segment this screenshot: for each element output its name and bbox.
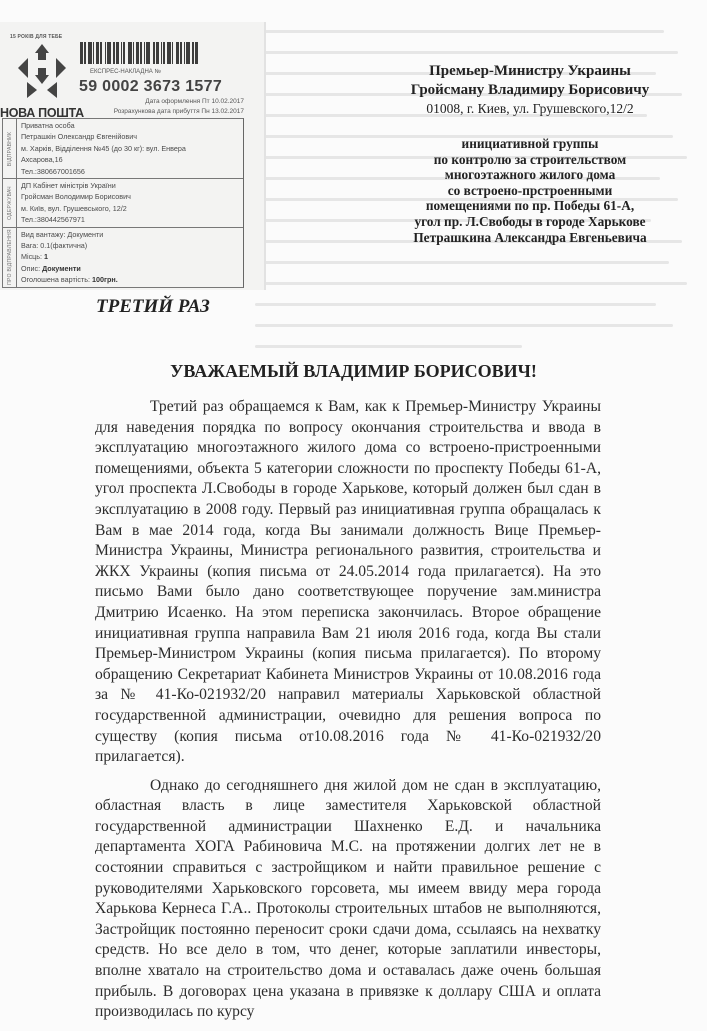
sender-block-line: помещениями по пр. Победы 61-А, — [425, 198, 635, 214]
waybill-caption: ЕКСПРЕС-НАКЛАДНА № — [90, 69, 161, 75]
recipient-line: ДП Кабінет міністрів України — [21, 181, 116, 191]
addressee-address: 01008, г. Киев, ул. Грушевского,12/2 — [426, 101, 634, 116]
date-issued: Дата оформлення Пт 10.02.2017 — [145, 98, 244, 105]
third-time-marker: ТРЕТИЙ РАЗ — [96, 296, 210, 317]
logo-slogan: 15 РОКІВ ДЛЯ ТЕБЕ — [10, 34, 63, 40]
sender-block — [360, 136, 700, 245]
label-edge — [264, 22, 266, 290]
shipment-section — [3, 227, 243, 287]
cargo-type: Вид вантажу: Документи — [21, 229, 104, 239]
addressee-title: Премьер-Министру Украины — [429, 63, 631, 79]
sender-block-line: инициативной группы — [461, 136, 599, 151]
sender-block-line: со встроено-прстроенными — [447, 182, 613, 198]
sender-line: Ахсарова,16 — [21, 155, 63, 165]
weight: Вага: 0.1(фактична) — [21, 241, 88, 251]
sender-line: Приватна особа — [21, 121, 75, 130]
addressee-name: Гройсману Владимиру Борисовичу — [410, 82, 650, 98]
description: Опис: Документи — [21, 263, 81, 273]
nova-poshta-shipping-label — [0, 22, 264, 290]
places: Місць: 1 — [21, 252, 49, 262]
paragraph: Третий раз обращаемся к Вам, как к Премьер-Министру Украины для наведения порядка по вопросу окончания строительства и ввода в эксплуатацию многоэтажного жилого дома со встроено-пристроенными помещениями, объекта 5 категории сложности по проспекту Победы 61-А, угол проспекта Л.Свободы в городе Харькове, который должен был сдан в эксплуатацию в 2008 году. Первый раз инициативная группа обращалась к Вам в мае 2014 года, когда Вы занимали должность Вице Премьер-Министра Украины, Министра регионального развития, строительства и ЖКХ Украины (копия письма от 24.05.2014 года прилагается). На это письмо Вами было дано соответствующее поручение зам.министра Дмитрию Исаенко. На этом переписка закончилась. Второе обращение инициативная группа направила Вам 21 июля 2016 года, когда Вы стали Премьер-Министром Украины (копия письма прилагается). По второму обращению Секретариат Кабинета Министров Украины от 10.08.2016 года за № 41-Ко-021932/20 направил материалы Харьковской областной государственной администрации, очевидно для решения вопроса по существу (копия письма от10.08.2016 года № 41-Ко-021932/20 прилагается). — [95, 398, 601, 766]
nova-poshta-arrows-icon — [18, 44, 66, 92]
recipient-side-label: ОДЕРЖУВАЧ — [6, 185, 13, 220]
date-arrival: Розрахункова дата прибуття Пн 13.02.2017 — [113, 108, 244, 115]
sender-block-line: Петрашкина Александра Евгеньевича — [413, 229, 647, 245]
recipient-line: Гройсман Володимир Борисович — [21, 192, 131, 202]
sender-side-label: ВІДПРАВНИК — [6, 131, 13, 166]
recipient-line: м. Київ, вул. Грушевського, 12/2 — [21, 203, 127, 213]
paragraph: Однако до сегодняшнего дня жилой дом не сдан в эксплуатацию, областная власть в лице заместителя Харьковской областной государственной администрации Шахненко Е.Д. и начальника департамента ХОГА Рабиновича М.С. на протяжении долгих лет не в состоянии справиться с застройщиком и найти правильное решение с руководителями Харьковского горсовета, мы имеем ввиду мера города Харькова Кернеса Г.А.. Протоколы строительных штабов не выполняются, Застройщик постоянно переносит сроки сдачи дома, ссылаясь на нехватку средств. Но все дело в том, что денег, которые заплатили инвесторы, вполне хватало на строительство дома и оставалась даже очень большая прибыль. В договорах цена указана в привязке к доллару США и оплата производилась по курсу — [95, 776, 601, 1021]
waybill-number: 59 0002 3673 1577 — [79, 78, 223, 95]
recipient-line: Тел.:380442567971 — [21, 215, 85, 225]
shipment-side-label: ПРО ВІДПРАВЛЕННЯ — [6, 229, 13, 286]
nova-poshta-logo — [10, 34, 70, 92]
declared-value: Оголошена вартість: 100грн. — [21, 275, 118, 285]
recipient-section — [3, 178, 243, 227]
sender-line: Петрашкін Олександр Євгенійович — [21, 132, 137, 142]
sender-block-line: многоэтажного жилого дома — [444, 167, 616, 183]
sender-line: м. Харків, Відділення №45 (до 30 кг): вул. Енвера — [21, 143, 186, 153]
sender-section — [3, 119, 243, 178]
sender-block-line: по контролю за строительством — [433, 151, 627, 167]
letter-body — [95, 397, 601, 1031]
label-details-table — [2, 118, 244, 288]
addressee-block — [360, 62, 700, 118]
salutation: УВАЖАЕМЫЙ ВЛАДИМИР БОРИСОВИЧ! — [170, 361, 537, 381]
brand-name: НОВА ПОШТА — [0, 106, 84, 120]
sender-block-line: угол пр. Л.Свободы в городе Харькове — [414, 213, 646, 229]
barcode-icon — [80, 42, 245, 64]
sender-line: Тел.:380667001656 — [21, 166, 85, 176]
